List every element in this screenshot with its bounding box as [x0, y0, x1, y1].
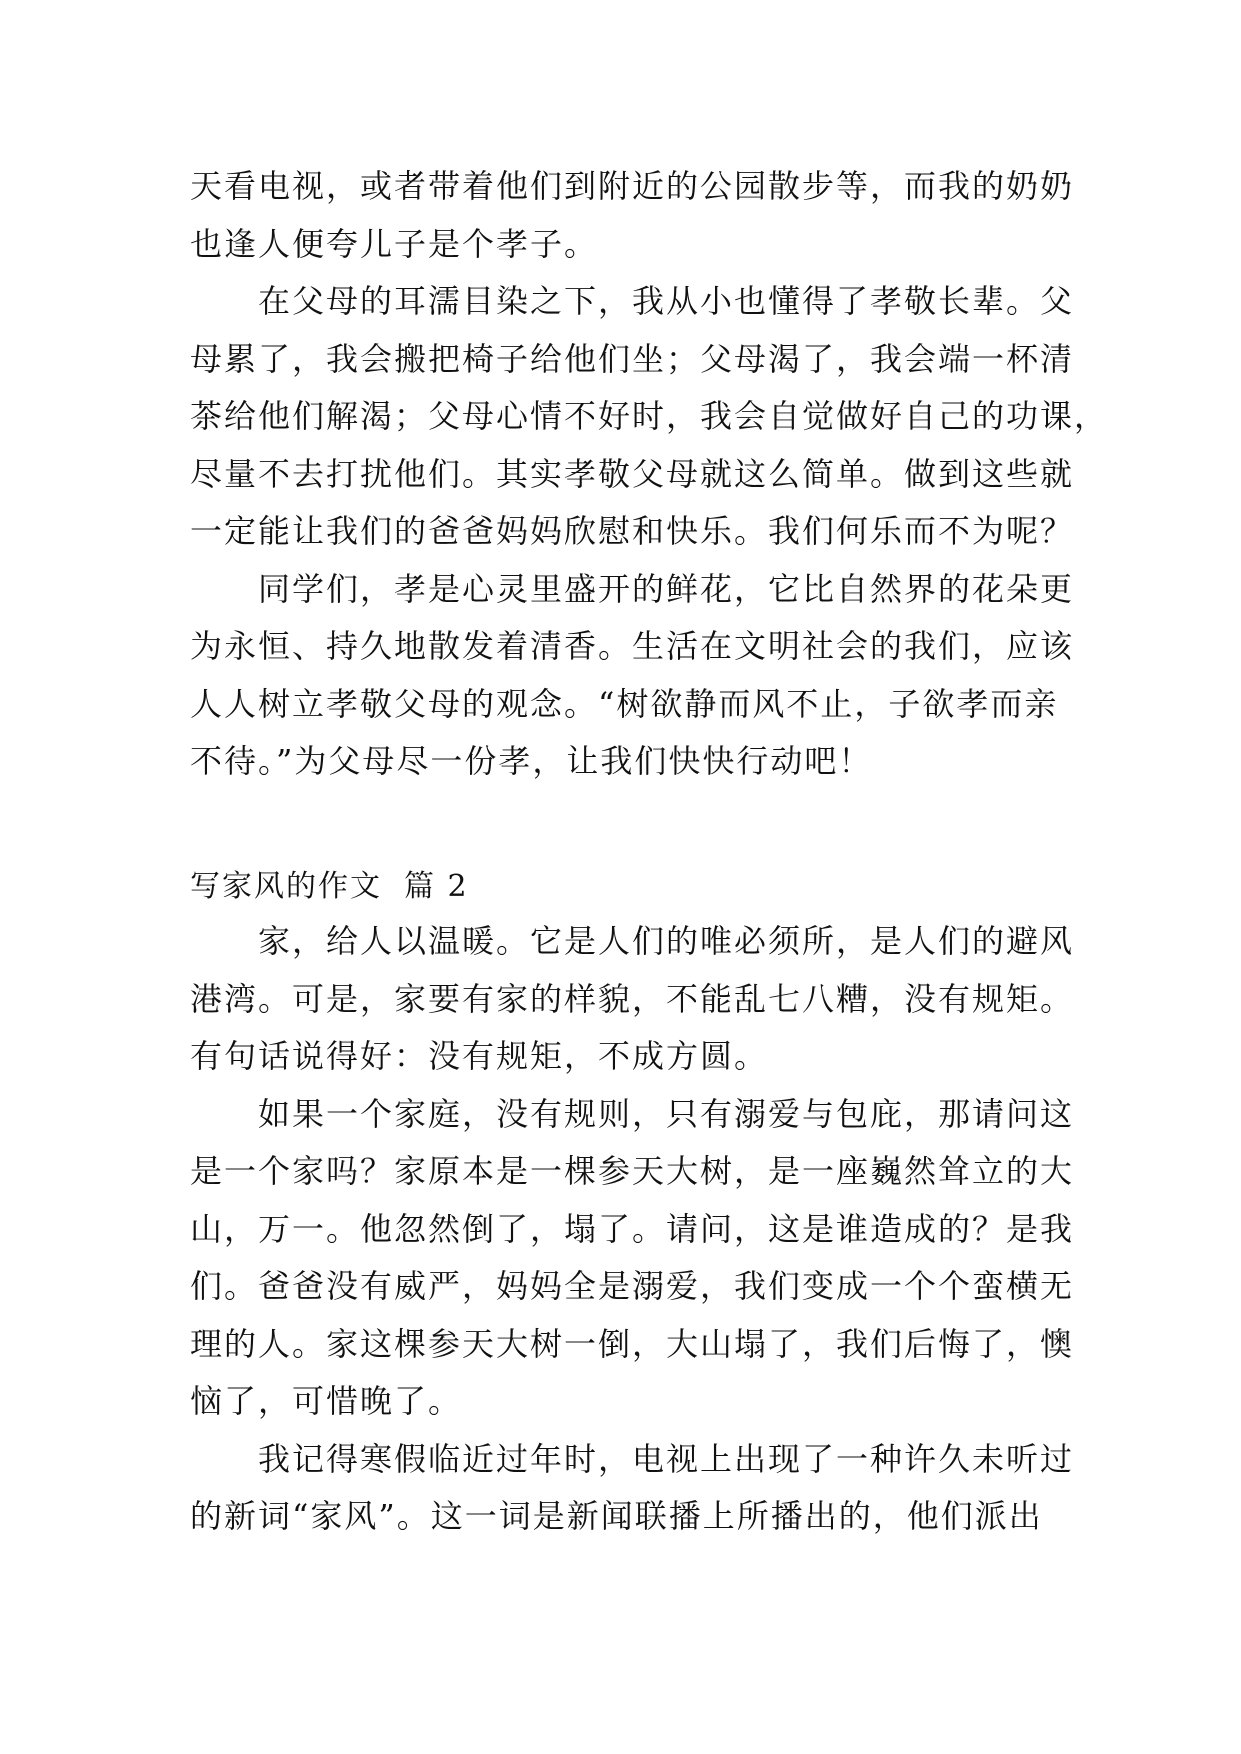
text-line: 理的人。家这棵参天大树一倒，大山塌了，我们后悔了，懊: [190, 1324, 1075, 1363]
text-line: 为永恒、持久地散发着清香。生活在文明社会的我们，应该: [190, 627, 1075, 665]
text-line: 山，万一。他忽然倒了，塌了。请问，这是谁造成的？是我: [190, 1209, 1075, 1248]
text-line: 在父母的耳濡目染之下，我从小也懂得了孝敬长辈。父: [190, 282, 1075, 320]
text-line: 如果一个家庭，没有规则，只有溺爱与包庇，那请问这: [190, 1094, 1075, 1133]
text-line: 尽量不去打扰他们。其实孝敬父母就这么简单。做到这些就: [190, 454, 1075, 493]
text-line: 家，给人以温暖。它是人们的唯必须所，是人们的避风: [190, 922, 1075, 960]
essay-title: 写家风的作文: [190, 869, 382, 904]
text-line: 有句话说得好：没有规矩，不成方圆。: [190, 1037, 769, 1075]
text-line: 我记得寒假临近过年时，电视上出现了一种许久未听过: [190, 1439, 1075, 1478]
essay-2-heading: [190, 858, 469, 915]
text-line: 母累了，我会搬把椅子给他们坐；父母渴了，我会端一杯清: [190, 339, 1075, 378]
text-line: 恼了，可惜晚了。: [190, 1382, 463, 1420]
essay-2-body: [190, 913, 1075, 1546]
text-line: 不待。”为父母尽一份孝，让我们快快行动吧！: [190, 742, 873, 780]
text-line: 的新词“家风”。这一词是新闻联播上所播出的，他们派出: [190, 1497, 1043, 1535]
text-line: 人人树立孝敬父母的观念。“树欲静而风不止，子欲孝而亲: [190, 684, 1059, 723]
text-line: 天看电视，或者带着他们到附近的公园散步等，而我的奶奶: [190, 167, 1075, 205]
text-line: 茶给他们解渴；父母心情不好时，我会自觉做好自己的功课，: [190, 397, 1109, 435]
text-line: 是一个家吗？家原本是一棵参天大树，是一座巍然耸立的大: [190, 1152, 1075, 1190]
essay-1-conclusion: [190, 158, 1109, 791]
text-line: 也逢人便夸儿子是个孝子。: [190, 224, 599, 263]
essay-number: 篇 2: [404, 869, 469, 904]
text-line: 港湾。可是，家要有家的样貌，不能乱七八糟，没有规矩。: [190, 979, 1075, 1018]
text-line: 们。爸爸没有威严，妈妈全是溺爱，我们变成一个个蛮横无: [190, 1267, 1075, 1305]
text-line: 同学们，孝是心灵里盛开的鲜花，它比自然界的花朵更: [190, 569, 1075, 608]
text-line: 一定能让我们的爸爸妈妈欣慰和快乐。我们何乐而不为呢？: [190, 512, 1075, 550]
